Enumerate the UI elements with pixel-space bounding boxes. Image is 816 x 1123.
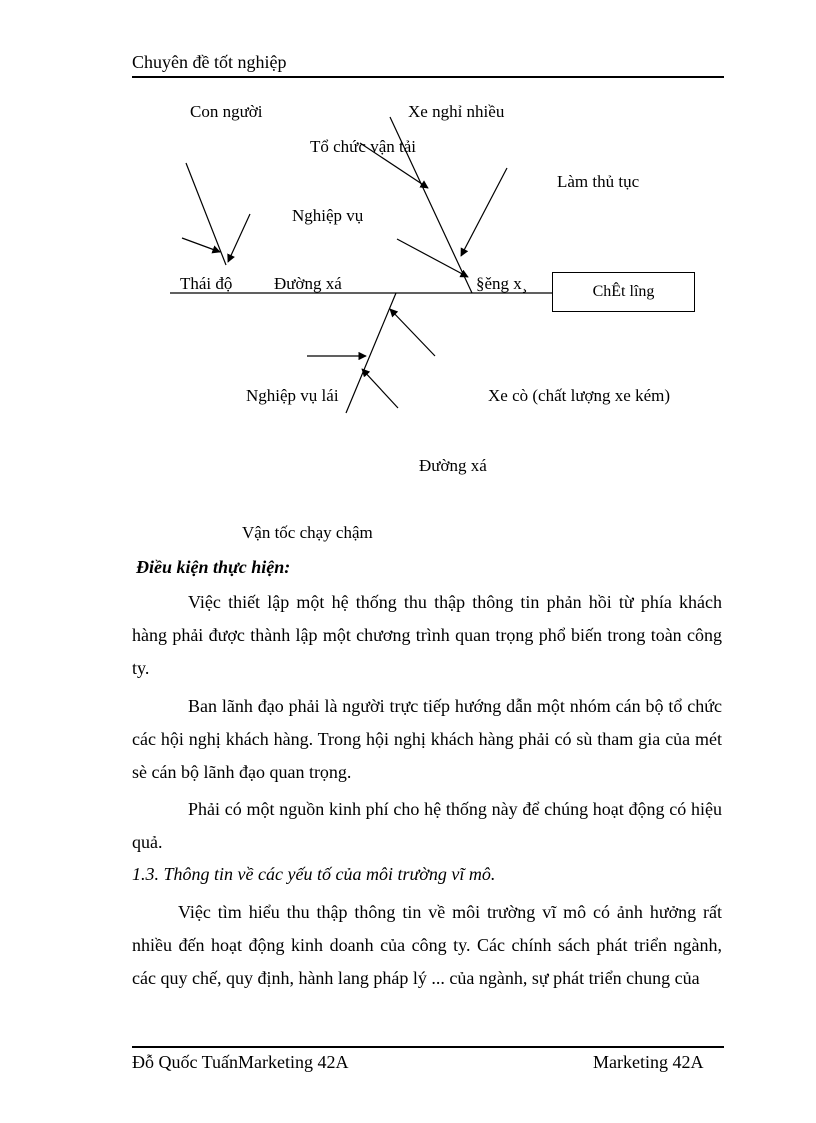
label-con-nguoi: Con người [190, 102, 263, 121]
label-nghiep-vu: Nghiệp vụ [292, 206, 364, 225]
label-nghiep-vu-lai: Nghiệp vụ lái [246, 386, 339, 405]
label-duong-xa-bottom: Đường xá [419, 456, 487, 475]
label-to-chuc-van-tai: Tổ chức vận tải [310, 137, 416, 156]
paragraph-2 [132, 690, 722, 789]
footer-rule [132, 1046, 724, 1048]
fishbone-diagram [0, 0, 816, 520]
effect-label: ChÊt lîng [592, 283, 655, 300]
arrow-lower-a [390, 309, 435, 356]
arrow-upper-mid-c [397, 239, 468, 277]
arrow-upper-left-b [228, 214, 250, 262]
label-lam-thu-tuc: Làm thủ tục [557, 172, 640, 191]
label-thai-do: Thái độ [180, 274, 233, 293]
paragraph-1 [132, 586, 722, 685]
label-xe-nghi-nhieu: Xe nghỉ nhiều [408, 102, 505, 121]
arrow-upper-mid-b [461, 168, 507, 256]
footer-class: Marketing 42A [593, 1052, 704, 1072]
paragraph-3-text: Phải có một nguồn kinh phí cho hệ thống này để chúng hoạt động có hiệu quả. [132, 799, 722, 852]
section-heading: Điều kiện thực hiện: [136, 557, 291, 577]
paragraph-1-text: Việc thiết lập một hệ thống thu thập thông tin phản hồi từ phía khách hàng phải được thành lập một chương trình quan trọng phổ biến trong toàn công ty. [132, 592, 722, 678]
effect-box [552, 272, 695, 312]
bone-lower [346, 293, 396, 413]
paragraph-2-text: Ban lãnh đạo phải là người trực tiếp hướng dẫn một nhóm cán bộ tổ chức các hội nghị khách hàng. Trong hội nghị khách hàng phải có sù tham gia của mét sè cán bộ lãnh đạo quan trọng. [132, 696, 722, 782]
arrow-lower-c [362, 369, 398, 408]
label-seng-x: §ěng x¸ [476, 274, 528, 293]
label-duong-xa-top: Đường xá [274, 274, 342, 293]
paragraph-3 [132, 793, 722, 859]
arrow-upper-left-a [182, 238, 220, 252]
page-header-title: Chuyên đề tốt nghiệp [132, 52, 287, 72]
footer-author: Đỗ Quốc TuấnMarketing 42A [132, 1052, 349, 1072]
label-xe-co: Xe cò (chất lượng xe kém) [488, 386, 670, 405]
bone-upper-left [186, 163, 226, 265]
paragraph-4 [132, 896, 722, 995]
sub-heading: 1.3. Thông tin về các yếu tố của môi trường vĩ mô. [132, 864, 496, 884]
label-van-toc: Vận tốc chạy chậm [242, 523, 373, 542]
paragraph-4-text: Việc tìm hiểu thu thập thông tin về môi trường vĩ mô có ảnh hưởng rất nhiều đến hoạt động kinh doanh của công ty. Các chính sách phát triển ngành, các quy chế, quy định, hành lang pháp lý ... của ngành, sự phát triển chung của [132, 902, 722, 988]
